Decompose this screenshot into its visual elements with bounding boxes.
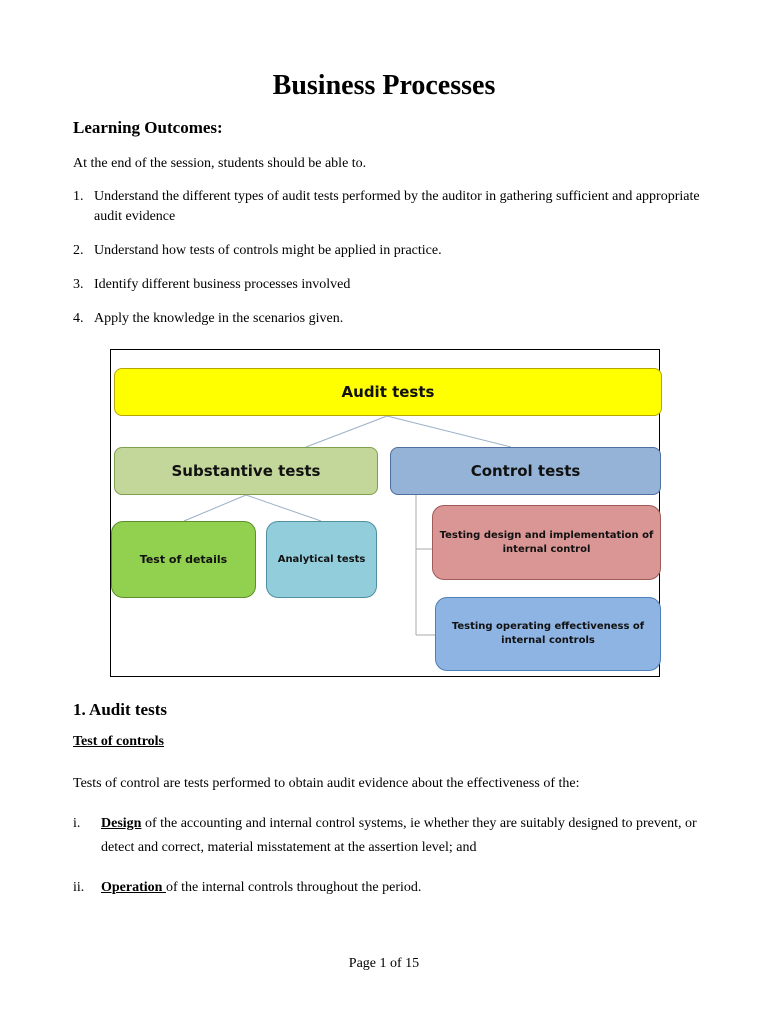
audit-tests-diagram [110,349,660,677]
outcome-number: 3. [73,277,84,292]
item-text: of the internal controls throughout the period. [165,880,422,895]
item-body [101,812,703,860]
item-numeral: i. [73,816,81,831]
item-body [101,876,703,900]
audit-tests-box: Audit tests [114,368,662,416]
learning-intro: At the end of the session, students should be able to. [73,156,367,171]
outcome-number: 1. [73,189,84,204]
control-tests-box: Control tests [390,447,661,495]
item-numeral: ii. [73,880,85,895]
outcome-text: Understand the different types of audit tests performed by the auditor in gathering sufficient and appropriate audit evidence [94,189,700,224]
connector-substantive-details [184,495,246,521]
outcome-text: Understand how tests of controls might be applied in practice. [94,243,442,258]
page-title: Business Processes [272,70,496,101]
section-intro: Tests of control are tests performed to obtain audit evidence about the effectiveness of the: [73,776,580,791]
control-item [73,812,703,860]
control-item [73,876,703,900]
connector-substantive-analytical [246,495,321,521]
outcome-item [73,275,703,295]
testing-operating-box: Testing operating effectiveness of internal controls [435,597,661,671]
test-of-details-box: Test of details [111,521,256,598]
page-footer: Page 1 of 15 [348,956,420,971]
connector-audit-control [387,416,511,447]
substantive-tests-box: Substantive tests [114,447,378,495]
learning-outcomes-list [73,187,703,343]
section-heading: 1. Audit tests [73,700,167,719]
connector-audit-substantive [306,416,387,447]
learning-outcomes-heading: Learning Outcomes: [73,118,223,137]
item-text: of the accounting and internal control systems, ie whether they are suitably designed to prevent, or detect and correct, material misstatement at the assertion level; and [101,816,697,855]
item-keyword: Design [101,816,142,831]
testing-design-box: Testing design and implementation of internal control [432,505,661,580]
item-keyword: Operation [101,880,166,895]
section-subheading: Test of controls [73,734,164,749]
outcome-number: 4. [73,311,84,326]
outcome-item [73,309,703,329]
outcome-text: Apply the knowledge in the scenarios given. [94,311,344,326]
analytical-tests-box: Analytical tests [266,521,377,598]
outcome-item [73,187,703,227]
outcome-number: 2. [73,243,84,258]
outcome-item [73,241,703,261]
outcome-text: Identify different business processes involved [94,277,351,292]
